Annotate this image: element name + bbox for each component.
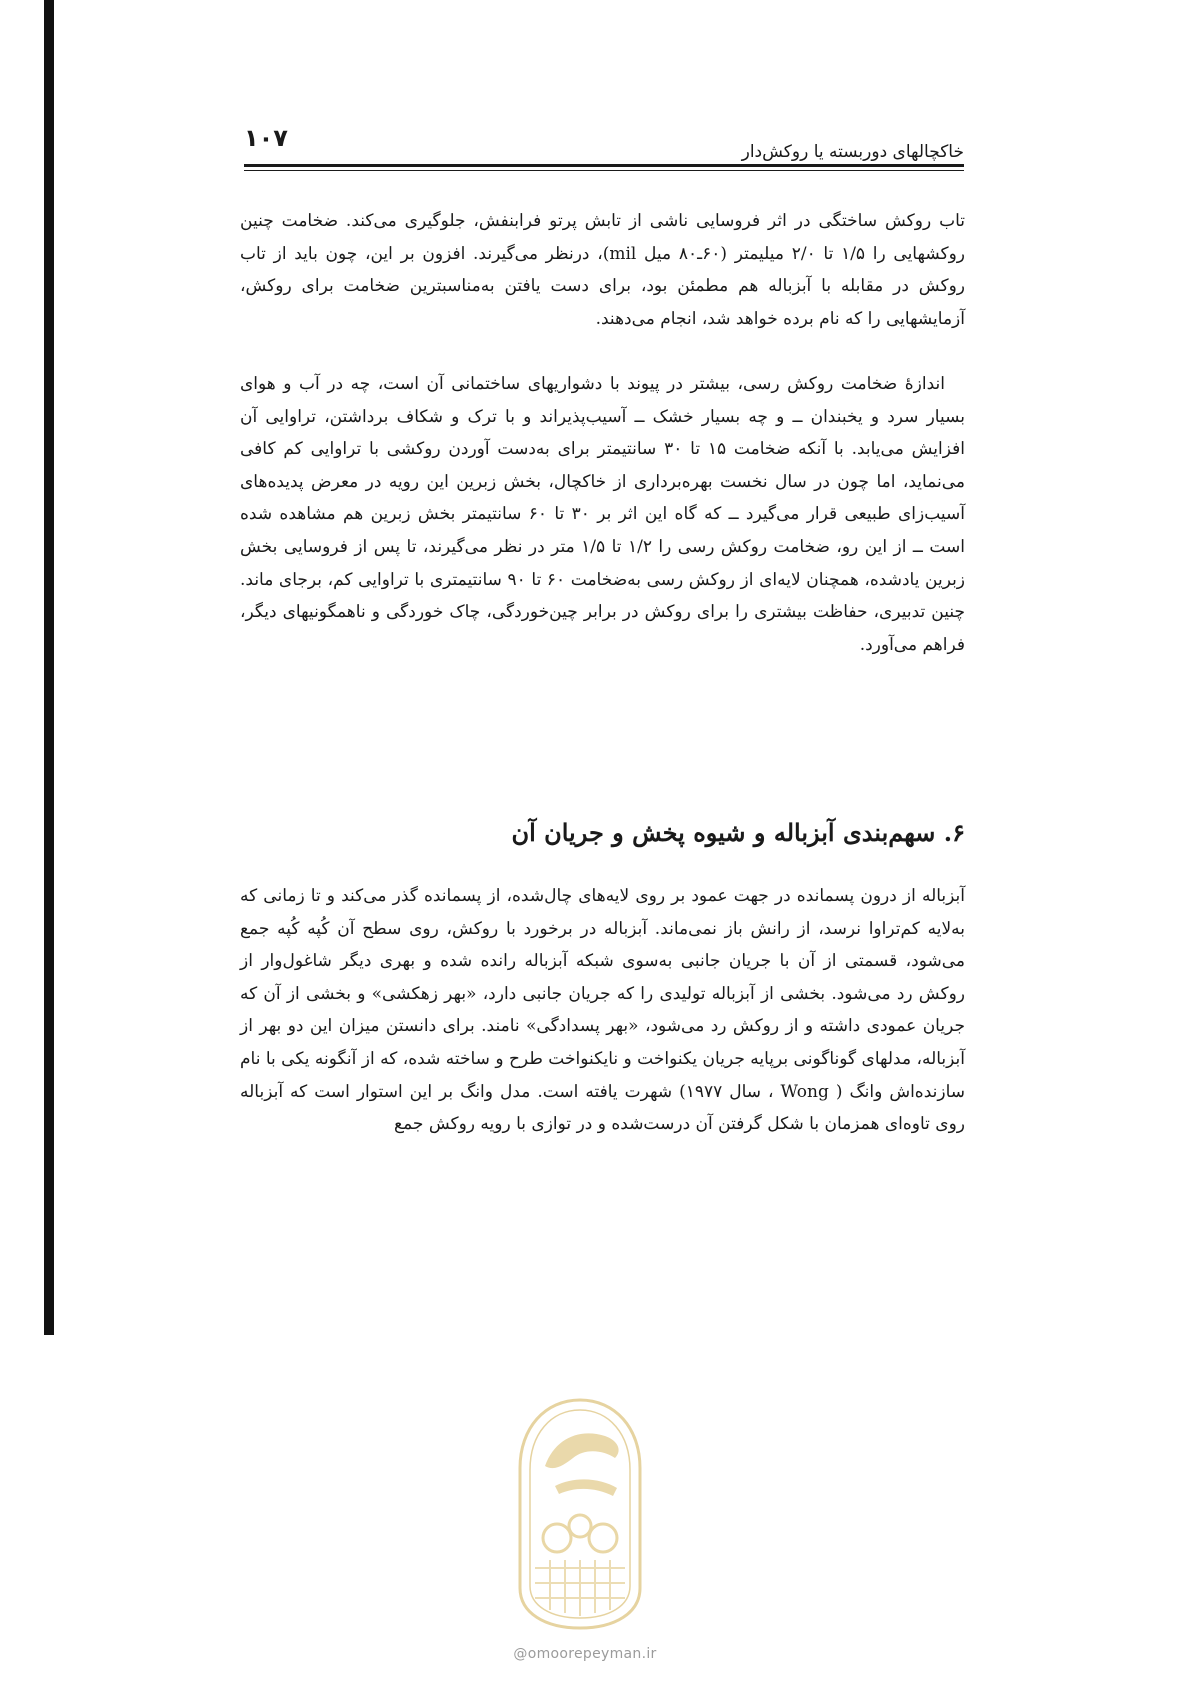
watermark-seal-icon	[485, 1388, 675, 1638]
section-paragraph: آبزباله از درون پسمانده در جهت عمود بر روی لایه‌های چال‌شده، از پسمانده گذر می‌کند و تا زمانی که به‌لایه کم‌تراوا نرسد، از رانش باز نمی‌ماند. آبزباله در برخورد با روکش، روی سطح آن کُپه کُپه جمع می‌شود، قسمتی از آن با جریان جانبی به‌سوی شبکه آبزباله رانده شده و بهری دیگر شاغول‌وار از روکش رد می‌شود. بخشی از آبزباله تولیدی را که جریان جانبی دارد، «بهر زهکشی» و بخشی از آن که جریان عمودی داشته و از روکش رد می‌شود، «بهر پسدادگی» نامند. برای دانستن میزان این دو بهر از آبزباله، مدلهای گوناگونی برپایه جریان یکنواخت و نایکنواخت طرح و ساخته شده، که از آنگونه یکی با نام سازنده‌اش وانگ ( Wong ، سال ۱۹۷۷) شهرت یافته است. مدل وانگ بر این استوار است که آبزباله روی تاوه‌ای همزمان با شکل گرفتن آن درست‌شده و در توازی با رویه روکش جمع	[240, 886, 965, 1135]
page-number: ۱۰۷	[244, 124, 288, 152]
section-heading: ۶. سهم‌بندی آبزباله و شیوه پخش و جریان آن	[511, 818, 965, 847]
watermark-url: @omoorepeyman.ir	[513, 1646, 657, 1662]
paragraph-1: تاب روکش ساختگی در اثر فروسایی ناشی از تابش پرتو فرابنفش، جلوگیری می‌کند. ضخامت چنین روکشهایی را ۱/۵ تا ۲/۰ میلیمتر (۶۰ـ۸۰ میل mil)، درنظر می‌گیرند. افزون بر این، چون باید از تاب روکش در مقابله با آبزباله هم مطمئن بود، برای دست یافتن به‌مناسبترین ضخامت برای روکش، آزمایشهایی را که نام برده خواهد شد، انجام می‌دهند.	[240, 211, 965, 329]
running-title: خاکچالهای دوربسته یا روکش‌دار	[741, 142, 964, 162]
header-rule-thin	[244, 170, 964, 171]
scan-binding-edge	[44, 0, 54, 1335]
paragraph-2: اندازهٔ ضخامت روکش رسی، بیشتر در پیوند با دشواریهای ساختمانی آن است، چه در آب و هوای بسیار سرد و یخبندان ــ و چه بسیار خشک ــ آسیب‌پذیراند و با ترک و شکاف برداشتن، تراوایی آن افزایش می‌یابد. با آنکه ضخامت ۱۵ تا ۳۰ سانتیمتر برای به‌دست آوردن روکشی با تراوایی کم کافی می‌نماید، اما چون در سال نخست بهره‌برداری از خاکچال، بخش زبرین این رویه در معرض پدیده‌های آسیب‌زای طبیعی قرار می‌گیرد ــ که گاه این اثر بر ۳۰ تا ۶۰ سانتیمتر بخش زبرین هم مشاهده شده است ــ از این رو، ضخامت روکش رسی را ۱/۲ تا ۱/۵ متر در نظر می‌گیرند، تا پس از فروسایی بخش زبرین یادشده، همچنان لایه‌ای از روکش رسی به‌ضخامت ۶۰ تا ۹۰ سانتیمتری با تراوایی کم، برجای ماند. چنین تدبیری، حفاظت بیشتری را برای روکش در برابر چین‌خوردگی، چاک خوردگی و ناهمگونیهای دیگر، فراهم می‌آورد.	[240, 374, 966, 655]
watermark-logo	[485, 1388, 675, 1638]
header-rule-thick	[244, 164, 964, 167]
page-header	[244, 120, 964, 170]
